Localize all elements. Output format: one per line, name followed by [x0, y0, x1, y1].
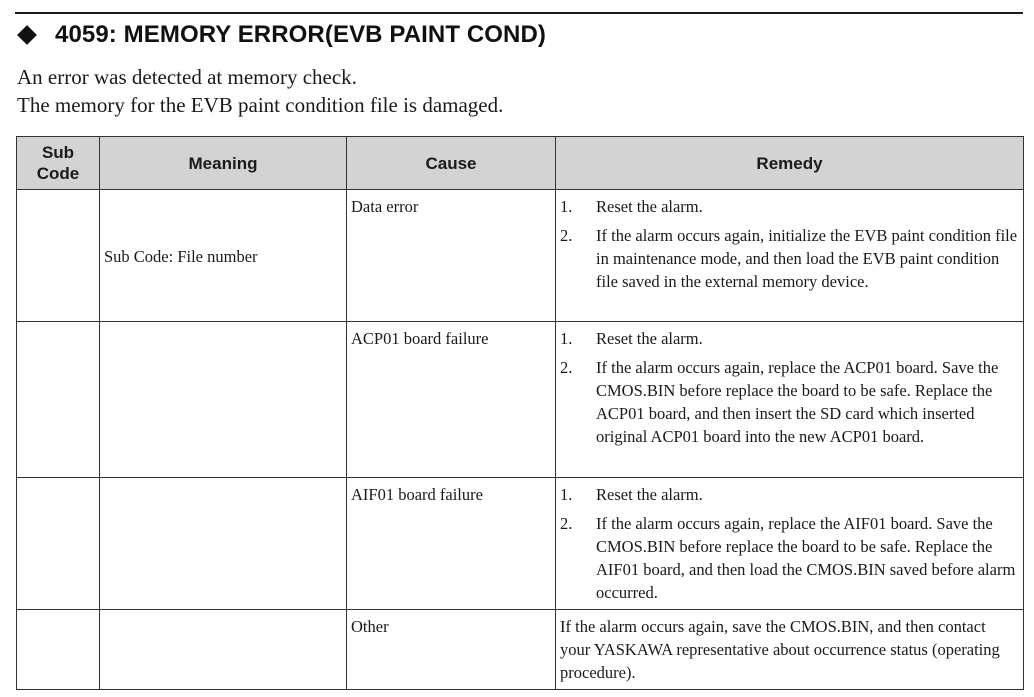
- sub-code-cell: [17, 478, 100, 610]
- header-remedy: Remedy: [556, 137, 1024, 190]
- step-text: If the alarm occurs again, initialize the EVB paint condition file in maintenance mode, and then load the EVB paint condition file saved in the external memory device.: [596, 226, 1018, 291]
- step-text: Reset the alarm.: [596, 197, 703, 216]
- meaning-cell: [100, 610, 347, 690]
- step-number: 1.: [560, 197, 573, 216]
- page-title: 4059: MEMORY ERROR(EVB PAINT COND): [55, 21, 547, 48]
- cause-cell: AIF01 board failure: [347, 478, 556, 610]
- sub-code-cell: [17, 610, 100, 690]
- table-row: [17, 322, 1024, 478]
- table-row: [17, 478, 1024, 610]
- step-text: If the alarm occurs again, replace the ACP01 board. Save the CMOS.BIN before replace the board to be safe. Replace the ACP01 board, and then insert the SD card which inserted original ACP01 board into the new ACP01 board.: [596, 358, 999, 446]
- remedy-steps: [560, 327, 1019, 448]
- remedy-cell: If the alarm occurs again, save the CMOS.BIN, and then contact your YASKAWA representative about occurrence status (operating procedure).: [556, 610, 1024, 690]
- remedy-steps: [560, 195, 1019, 293]
- meaning-cell: Sub Code: File number: [100, 190, 347, 322]
- table-row: [17, 190, 1024, 322]
- cause-cell: Data error: [347, 190, 556, 322]
- step-number: 1.: [560, 329, 573, 348]
- remedy-step: [560, 327, 1019, 350]
- header-sub-code-line2: Code: [36, 164, 80, 183]
- remedy-steps: [560, 483, 1019, 604]
- header-sub-code-line1: Sub: [41, 143, 75, 162]
- step-text: Reset the alarm.: [596, 485, 703, 504]
- step-number: 2.: [560, 226, 573, 245]
- remedy-cell: [556, 190, 1024, 322]
- remedy-step: [560, 483, 1019, 506]
- intro-text: [17, 63, 503, 119]
- step-number: 2.: [560, 358, 573, 377]
- header-meaning: Meaning: [100, 137, 347, 190]
- top-rule: [15, 12, 1023, 14]
- section-heading: [15, 18, 546, 52]
- meaning-cell: [100, 322, 347, 478]
- step-number: 2.: [560, 514, 573, 533]
- remedy-step: [560, 512, 1019, 604]
- step-number: 1.: [560, 485, 573, 504]
- table-header-row: [17, 137, 1024, 190]
- cause-cell: ACP01 board failure: [347, 322, 556, 478]
- step-text: If the alarm occurs again, replace the AIF01 board. Save the CMOS.BIN before replace the board to be safe. Replace the AIF01 board, and then load the CMOS.BIN saved before alarm occurred.: [596, 514, 1016, 602]
- header-cause: Cause: [347, 137, 556, 190]
- remedy-step: [560, 195, 1019, 218]
- alarm-table: [16, 136, 1024, 690]
- cause-cell: Other: [347, 610, 556, 690]
- table-row: [17, 610, 1024, 690]
- meaning-cell: [100, 478, 347, 610]
- remedy-step: [560, 356, 1019, 448]
- remedy-cell: [556, 478, 1024, 610]
- diamond-bullet-icon: [17, 25, 37, 45]
- step-text: Reset the alarm.: [596, 329, 703, 348]
- sub-code-cell: [17, 322, 100, 478]
- remedy-step: [560, 224, 1019, 293]
- remedy-cell: [556, 322, 1024, 478]
- header-sub-code: [17, 137, 100, 190]
- sub-code-cell: [17, 190, 100, 322]
- intro-line-2: The memory for the EVB paint condition file is damaged.: [17, 93, 504, 117]
- intro-line-1: An error was detected at memory check.: [17, 65, 357, 89]
